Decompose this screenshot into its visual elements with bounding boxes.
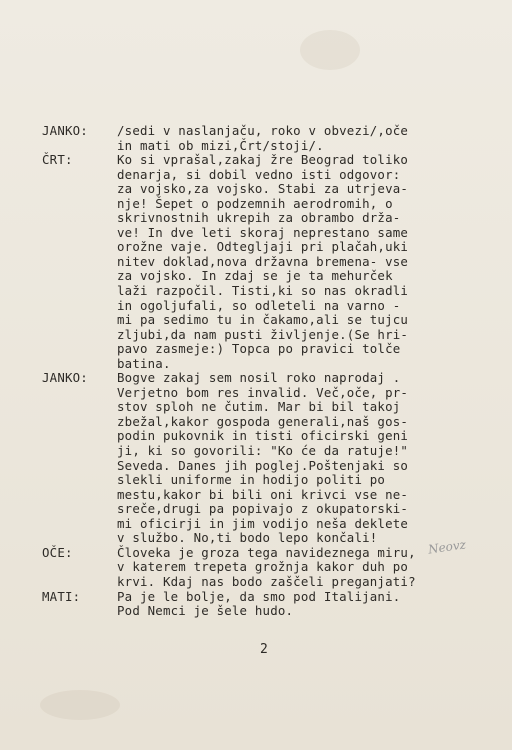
text-line: pavo zasmeje:) Topca po pravici tolče — [117, 341, 401, 357]
text-line: ji, ki so govorili: "Ko će da ratuje!" — [117, 443, 409, 459]
text-line: skrivnostnih ukrepih za obrambo drža- — [117, 210, 401, 226]
text-line: Bogve zakaj sem nosil roko naprodaj . — [117, 370, 401, 386]
dialogue-block — [42, 124, 490, 153]
text-line: nitev doklad,nova državna bremena- vse — [117, 253, 409, 269]
text-line: podin pukovnik in tisti oficirski geni — [117, 428, 409, 444]
text-line: zbežal,kakor gospoda generali,naš gos- — [117, 413, 409, 429]
text-line: ve! In dve leti skoraj neprestano same — [117, 224, 409, 240]
text-line: zljubi,da nam pusti življenje.(Se hri- — [117, 326, 409, 342]
text-line: Človeka je groza tega navideznega miru, — [117, 544, 416, 560]
text-line: Ko si vprašal,zakaj žre Beograd toliko — [117, 152, 409, 168]
speaker-label: JANKO: — [42, 123, 88, 138]
dialogue-text — [117, 371, 490, 546]
text-line: Verjetno bom res invalid. Več,oče, pr- — [117, 384, 409, 400]
text-line: mi oficirji in jim vodijo neša deklete — [117, 515, 409, 531]
text-line: denarja, si dobil vedno isti odgovor: — [117, 166, 401, 182]
text-line: laži razpočil. Tisti,ki so nas okradli — [117, 283, 409, 299]
text-line: orožne vaje. Odtegljaji pri plačah,uki — [117, 239, 409, 255]
text-line: Pod Nemci je šele hudo. — [117, 603, 294, 619]
text-line: batina. — [117, 355, 171, 371]
text-line: sreče,drugi pa popivajo z okupatorski- — [117, 501, 409, 517]
speaker-label: MATI: — [42, 588, 81, 604]
dialogue-block — [42, 371, 490, 546]
dialogue-text — [117, 124, 490, 153]
text-line: in mati ob mizi,Črt/stoji/. — [117, 137, 324, 153]
text-line: in ogoljufali, so odleteli na varno - — [117, 297, 401, 313]
dialogue-text — [117, 590, 490, 619]
text-line: v službo. No,ti bodo lepo končali! — [117, 530, 378, 546]
dialogue-block — [42, 590, 490, 619]
speaker-label: ČRT: — [42, 152, 73, 168]
text-line: krvi. Kdaj nas bodo zaščeli preganjati? — [117, 573, 416, 589]
text-line: stov sploh ne čutim. Mar bi bil takoj — [117, 399, 401, 415]
paper-stain — [300, 30, 360, 70]
speaker-label: JANKO: — [42, 370, 88, 386]
text-line: nje! Šepet o podzemnih aerodromih, o — [117, 195, 393, 211]
text-line: mi pa sedimo tu in čakamo,ali se tujcu — [117, 312, 409, 328]
paper-stain — [40, 690, 120, 720]
text-line: mestu,kakor bi bili oni krivci vse ne- — [117, 486, 409, 502]
handwritten-note: Neovz — [427, 537, 467, 557]
text-line: za vojsko. In zdaj se je ta mehurček — [117, 268, 393, 284]
text-line: Seveda. Danes jih poglej.Poštenjaki so — [117, 457, 409, 473]
dialogue-block — [42, 153, 490, 371]
text-line: za vojsko,za vojsko. Stabi za utrjeva- — [117, 181, 409, 197]
text-line: slekli uniforme in hodijo politi po — [117, 472, 386, 488]
page-number: 2 — [260, 642, 268, 657]
speaker-label: OČE: — [42, 544, 73, 560]
text-line: Pa je le bolje, da smo pod Italijani. — [117, 588, 401, 604]
dialogue-block — [42, 546, 490, 590]
text-line: /sedi v naslanjaču, roko v obvezi/,oče — [117, 123, 409, 138]
script-text — [42, 124, 490, 619]
text-line: v katerem trepeta grožnja kakor duh po — [117, 559, 409, 575]
dialogue-text — [117, 153, 490, 371]
